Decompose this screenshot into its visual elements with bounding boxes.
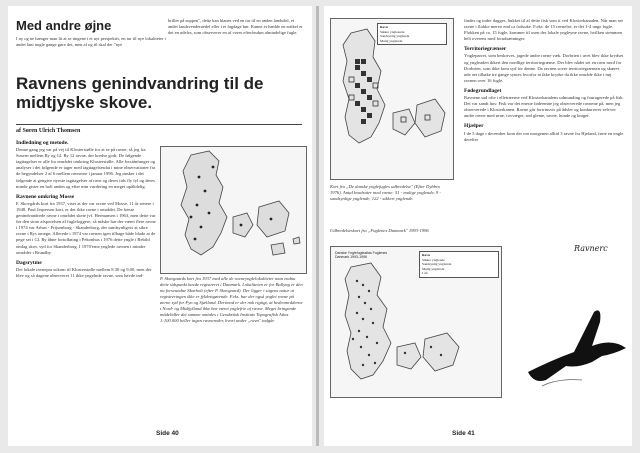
section-heading: Dagsrytme xyxy=(16,259,42,266)
section-heading: Territoriegrænser xyxy=(464,46,507,53)
section-heading: Ravnene omkring Mosse xyxy=(16,193,75,200)
left-column xyxy=(16,136,156,279)
denmark-grid-map-1976 xyxy=(330,18,454,180)
top-intro-text: I ny og ne hænger man lit at se tingene i et nyt perspektiv, en tur til nye lokaliteter i andet lani nogle gange gøre det, men af og til skal der "nye xyxy=(16,36,166,47)
legend-item: Sandsynlig ynglende xyxy=(380,34,410,39)
section-text: Ravnene sad ofte i elletræerne ved Klosterkanalens udmunding og fouragerede på fisk. Det var sandt hos: Fisk var det eneste fødeemne jeg observerede ravnene på, men jeg observerede i Klosterkanen. Ravne går fortrinsvis på ådsler og konkurrerer selvver andre ravne med ørne, rovvæger, rød glente, ravne, hunde og krager. xyxy=(464,95,624,119)
section-text: findes og indre dagges, hukket til af dette fisk som ti ved Klosterkanaden. Når man ser ravne i flokke mereo end ca fodsuke. F.eks. de 15 ravnelse, er det 1-4 unge fugle. Flokken på ca. 15 fugle, kommer til osen der lokale yngleyne ravne, hvilken stemmen helt overens med forudsætninger. xyxy=(464,18,624,42)
page-number: Side 41 xyxy=(452,430,475,437)
right-page xyxy=(324,6,632,446)
map-caption: P. Skovgaards kort fra 1937 med alle de ravneynglelokaliteter man endnu dette tidspunkt havde registreret i Danmark. Lokaliteten er for Ballyng er den nu forsvundne Skarholt (efter P. Skovgaard). Der ligger i sagens natur at registreringen ikke er fyldestgørende. Feks. har der også ynglet ravne på øerne syd for Fyn og Sjælland. Derimod er der nok rigtigt, at hedeområderne i Nord- og Midtjylland ikke har været ynglefrie af ravne. Meget bringende mådelidler det samme omtales i Geodætisk Instituts Topografisk Atlas 1:100.000 heller ingen ravnereder, hvori under „ravn" indgår. xyxy=(160,276,303,323)
map1-caption: Kort fra „De danske ynglefugles udbredelse" (Efter Dybbro 1976). Antal kvadrater med ravne: 51 - mulige ynglende, 9 - sandsynlige ynglende, 122 - sikkert ynglende. xyxy=(330,184,441,201)
legend-title: Ravn xyxy=(380,25,388,29)
left-page xyxy=(8,6,312,446)
title-rule xyxy=(16,124,302,125)
legend-item: I alt xyxy=(422,271,428,276)
section-text: Denne gang jeg var på vej til Klosterstølle for at se på ravne, så jeg fra Susern mellem Ry og Gl. Ry 12 ravne, der kredse godt. De følgende iagttagelser er alle fra området omkring Klosterstølle. Alle forstånfunger og analyser i det følgende er tager med iagttagelsesdat i mine observationer fra de begyndelser 2 af 6 mellem ravnerne i januar 1996. Jeg ønsker i det følgende at gengive nyeste iagttagelser af ravn og deres tids fly fyl og deres minde gister en holt anden og efter min vurdering en meget upålidelig. xyxy=(16,147,156,189)
denmark-map-1993 xyxy=(330,246,502,398)
section-heading: Hjælper xyxy=(464,123,484,130)
legend-item: Mulig ynglende xyxy=(380,38,403,43)
section-heading: Indledning og metode. xyxy=(16,140,69,146)
top-intro-text-right: briller på suppen", dette kan blanes ved en tur til en anden landsdel, et andet landsvenderuedel eller i et fagdage bør. Kanne er hædde en artikel er det en udefra, som observerer en af vores efterårsdøn almindelige fugle. xyxy=(168,18,303,35)
section-text: Yngleparret, som beskrives, jagede andre ravne væk. Dorbrien i uvet blev ikke krydset og yngleaden ikkert den nordlige territoriegrænse. Der blev nådet set en ravn nord for Dorbrien, som ikke kom syd for denne. Da ravnen sover territoriegrænsen og skæres ude aet tilbake tre gange syntes hvorfor at ikke krydse da ikke område ikke i nøj. ravnen over 16 fugle. xyxy=(464,53,624,83)
section-heading: Fødegrundlaget xyxy=(464,87,502,94)
author-byline: af Søren Ulrich Thomsen xyxy=(16,128,81,134)
raven-illustration xyxy=(522,302,632,392)
section-text: F. Skovgårds kort fra 1937, viser at der var ravne ved Mosse, 11 år senere i 1948. Paul Jespersen kort, er der ikke ravne i området. De første genindvandrede ravne i området skete jvf. Hermansen i 1963, men dette var før den store afsporelsen af fugleloggere, så måske har der været flere ravne i 1974 var Arhus - Frijsenborg - Skanderborg, der sandsynligvis at sikre ravne i Rys omegn. Allerede i 1974 var ravnen igen tilbage både blade at de pege set i Gl. Ry åbne fortolkning i Pekonhus i 1976 dette yngle i Rebild omlag skov, syd for Skanderborg. I 1970'erne ynglede ravnen i mindre områder i Brundby. xyxy=(16,200,156,255)
page-number: Side 40 xyxy=(156,430,179,437)
legend-item: Sikker yngleende xyxy=(380,29,405,34)
legend-item: Sikker ynglende xyxy=(422,257,445,262)
denmark-map-1937 xyxy=(160,146,307,274)
map2-title: Danske Ynglefugleatlas Fuglenes Danmark 1993-1996 xyxy=(335,251,388,260)
section-text: Det lokale ravnepar sokom til Klosterstølle mellem 8.30 og 9.00, men der blev og så dagene observeret 11 ikke yngelnde ravne, som havde ind- xyxy=(16,266,152,278)
article-title: Ravnens genindvandring til de midtjyske skove. xyxy=(16,74,264,112)
legend-item: Sandsynlig ynglende xyxy=(422,262,452,267)
page-gutter xyxy=(316,6,319,446)
top-heading: Med andre øjne xyxy=(16,18,112,33)
map2-caption: Udbredelseskort fra „Fuglenes Danmark" 1993-1996 xyxy=(330,228,429,233)
legend-title: Ravn xyxy=(422,253,430,257)
section-text: I de 3 dage i december kom der om morgenen alltid 3 ravne fra Hjeland, førte en engle derefter xyxy=(464,130,624,142)
right-column xyxy=(464,18,624,143)
map2-legend xyxy=(419,251,499,278)
author-signature: Ravnerc xyxy=(574,244,608,253)
map-legend xyxy=(377,23,447,45)
legend-item: Mulig ynglende xyxy=(422,266,445,271)
